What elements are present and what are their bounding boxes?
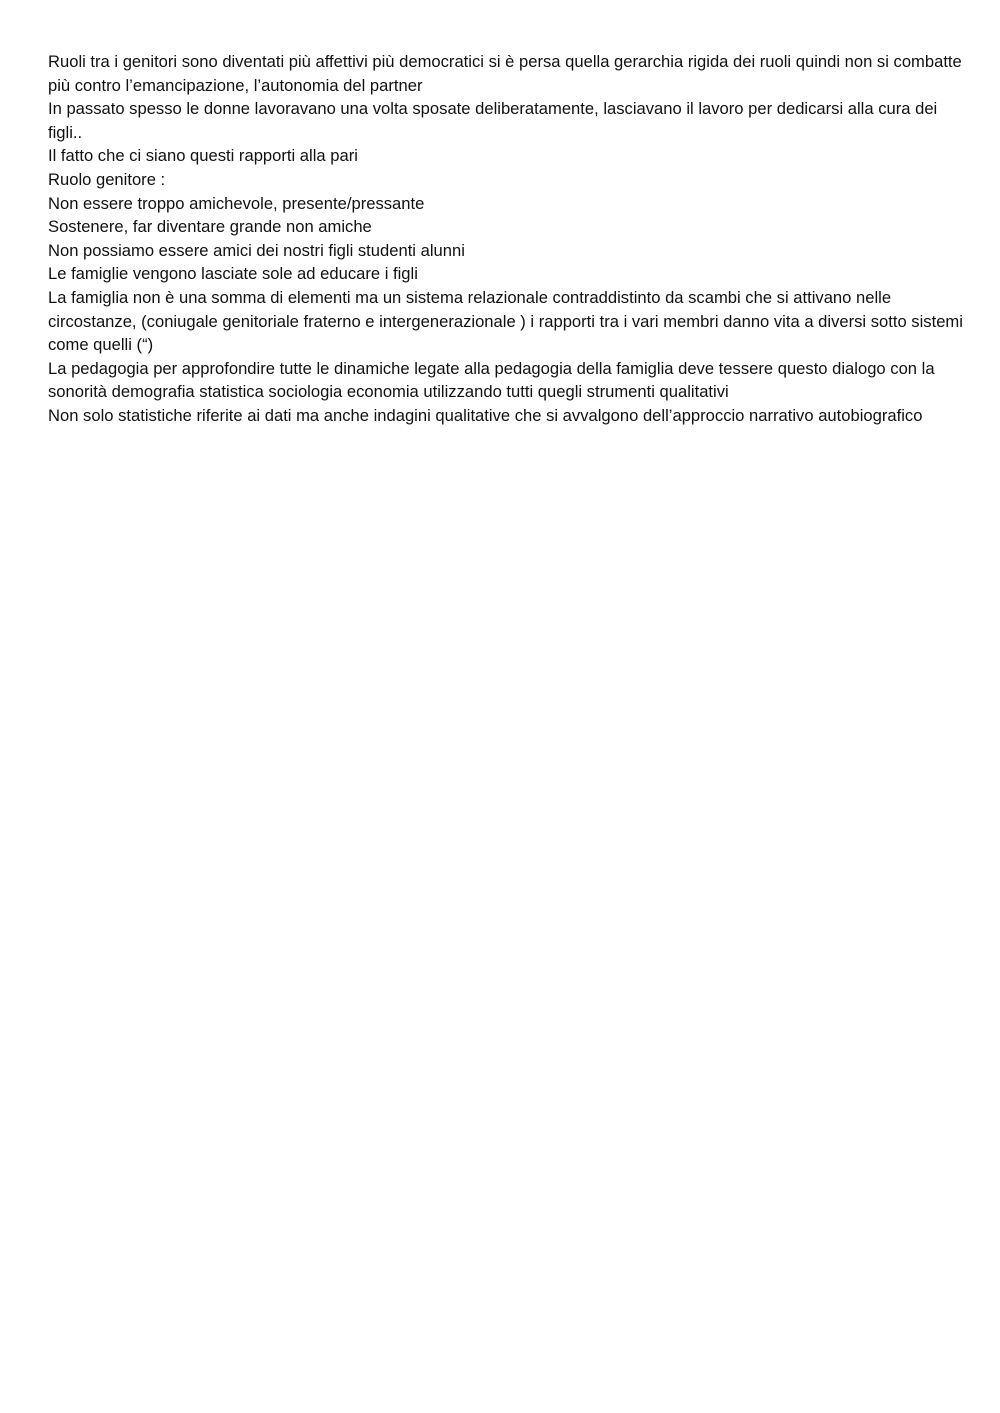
paragraph-support-grow: Sostenere, far diventare grande non amiche (48, 217, 372, 237)
paragraph-parent-role-heading: Ruolo genitore : (48, 169, 166, 189)
paragraph-qualitative-research: Non solo statistiche riferite ai dati ma anche indagini qualitative che si avvalgono dell’approccio narrativo autobiografico (48, 405, 923, 425)
paragraph-family-system: La famiglia non è una somma di elementi ma un sistema relazionale contraddistinto da scambi che si attivano nelle circostanze, (coniugale genitoriale fraterno e intergenerazionale ) i rapporti tra i vari membri danno vita a diversi sotto sistemi come quelli (“) (48, 287, 963, 355)
paragraph-families-alone: Le famiglie vengono lasciate sole ad educare i figli (48, 264, 418, 284)
paragraph-pedagogy-dialogue: La pedagogia per approfondire tutte le dinamiche legate alla pedagogia della famiglia deve tessere questo dialogo con la sonorità demografia statistica sociologia economia utilizzando tutti quegli strumenti qualitativi (48, 358, 935, 402)
paragraph-women-work: In passato spesso le donne lavoravano una volta sposate deliberatamente, lasciavano il lavoro per dedicarsi alla cura dei figli.. (48, 99, 938, 142)
paragraph-not-too-friendly: Non essere troppo amichevole, presente/pressante (48, 193, 425, 213)
document-body (48, 50, 968, 428)
paragraph-roles-democratic: Ruoli tra i genitori sono diventati più affettivi più democratici si è persa quella gerarchia rigida dei ruoli quindi non si combatte più contro l’emancipazione, l’autonomia del partner (48, 52, 962, 95)
paragraph-equal-relations: Il fatto che ci siano questi rapporti alla pari (48, 146, 358, 166)
paragraph-not-friends: Non possiamo essere amici dei nostri figli studenti alunni (48, 240, 465, 260)
